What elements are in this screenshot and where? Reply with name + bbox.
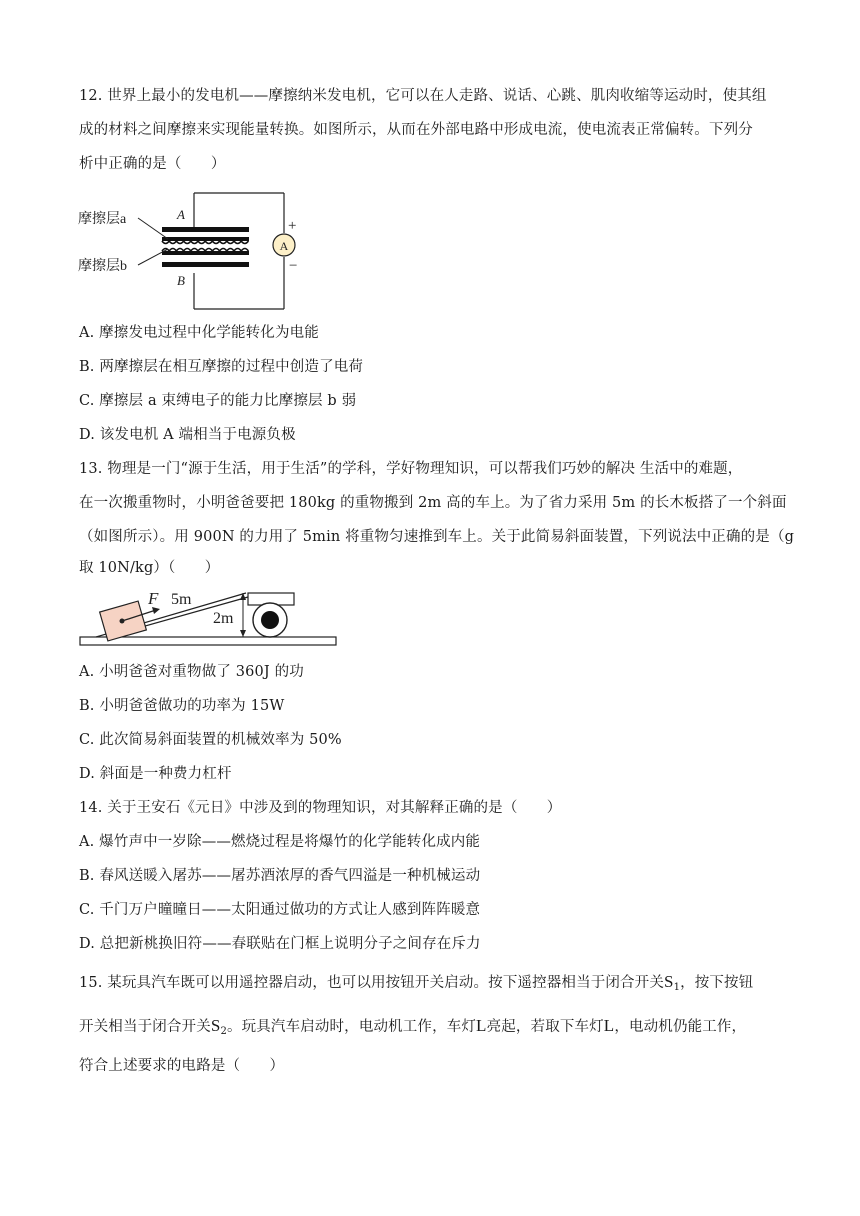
q13-line-2: 在一次搬重物时，小明爸爸要把 180kg 的重物搬到 2m 高的车上。为了省力采用 5m 的长木板搭了一个斜面 [79,495,787,511]
q12-line-1: 12. 世界上最小的发电机——摩擦纳米发电机，它可以在人走路、说话、心跳、肌肉收缩等运动时，使其组 [79,88,767,104]
q12-option-b: B. 两摩擦层在相互摩擦的过程中创造了电荷 [79,359,364,375]
q13-option-c: C. 此次简易斜面装置的机械效率为 50% [79,732,342,748]
q13-line-1: 13. 物理是一门“源于生活，用于生活”的学科，学好物理知识，可以帮我们巧妙的解决 生活中的难题， [79,461,743,477]
minus-sign: − [289,258,298,274]
q13-option-d: D. 斜面是一种费力杠杆 [79,766,232,782]
length-label: 5m [171,591,192,608]
q14-option-b: B. 春风送暖入屠苏——屠苏酒浓厚的香气四溢是一种机械运动 [79,868,481,884]
q15-line-2 [79,1016,746,1042]
q13-line-4: 取 10N/kg）（ ） [79,560,220,576]
q12-option-a: A. 摩擦发电过程中化学能转化为电能 [79,325,319,341]
q15-line-2-text-c: 亮起，若取下车灯 [486,1019,604,1035]
plus-sign: + [288,218,297,234]
force-label: F [148,589,159,608]
q13-line-3: （如图所示）。用 900N 的力用了 5min 将重物匀速推到车上。关于此简易斜面装置，下列说法中正确的是（g [79,529,795,545]
end-b-label: B [177,273,185,288]
lamp-l-symbol-1: L [476,1016,487,1035]
lamp-l-symbol-2: L [603,1016,615,1035]
switch-s2-subscript: 2 [220,1026,227,1037]
q12-line-2: 成的材料之间摩擦来实现能量转换。如图所示，从而在外部电路中形成电流，使电流表正常偏转。下列分 [79,122,753,138]
q13-option-a: A. 小明爸爸对重物做了 360J 的功 [79,664,304,680]
q15-line-1 [79,972,753,998]
q14-option-c: C. 千门万户曈曈日——太阳通过做功的方式让人感到阵阵暖意 [79,902,481,918]
height-label: 2m [213,610,234,627]
end-a-label: A [177,207,185,222]
q14-option-d: D. 总把新桃换旧符——春联贴在门框上说明分子之间存在斥力 [79,936,481,952]
q15-line-1-text-b: ，按下按钮 [680,975,754,991]
q15-line-3: 符合上述要求的电路是（ ） [79,1058,285,1074]
q12-line-3: 析中正确的是（ ） [79,156,226,172]
q15-line-2-text-d: ，电动机仍能工作， [614,1019,747,1035]
q14-option-a: A. 爆竹声中一岁除——燃烧过程是将爆竹的化学能转化成内能 [79,834,481,850]
q14-line-1: 14. 关于王安石《元日》中涉及到的物理知识，对其解释正确的是（ ） [79,800,562,816]
q15-line-1-text-a: 15. 某玩具汽车既可以用遥控器启动，也可以用按钮开关启动。按下遥控器相当于闭合开关 [79,975,664,991]
q13-incline-figure [76,585,341,651]
q15-line-2-text-a: 开关相当于闭合开关 [79,1019,211,1035]
friction-layer-b-label: 摩擦层b [78,259,127,274]
q13-option-b: B. 小明爸爸做功的功率为 15W [79,698,285,714]
friction-layer-a-label: 摩擦层a [78,212,127,227]
q15-line-2-text-b: 。玩具汽车启动时，电动机工作，车灯 [226,1019,477,1035]
ammeter-label: A [279,239,289,253]
q12-option-d: D. 该发电机 A 端相当于电源负极 [79,427,296,443]
switch-s2-symbol: S [210,1016,221,1035]
switch-s1-subscript: 1 [673,982,681,993]
switch-s1-symbol: S [663,972,674,991]
q12-option-c: C. 摩擦层 a 束缚电子的能力比摩擦层 b 弱 [79,393,357,409]
q12-generator-figure [76,185,316,315]
